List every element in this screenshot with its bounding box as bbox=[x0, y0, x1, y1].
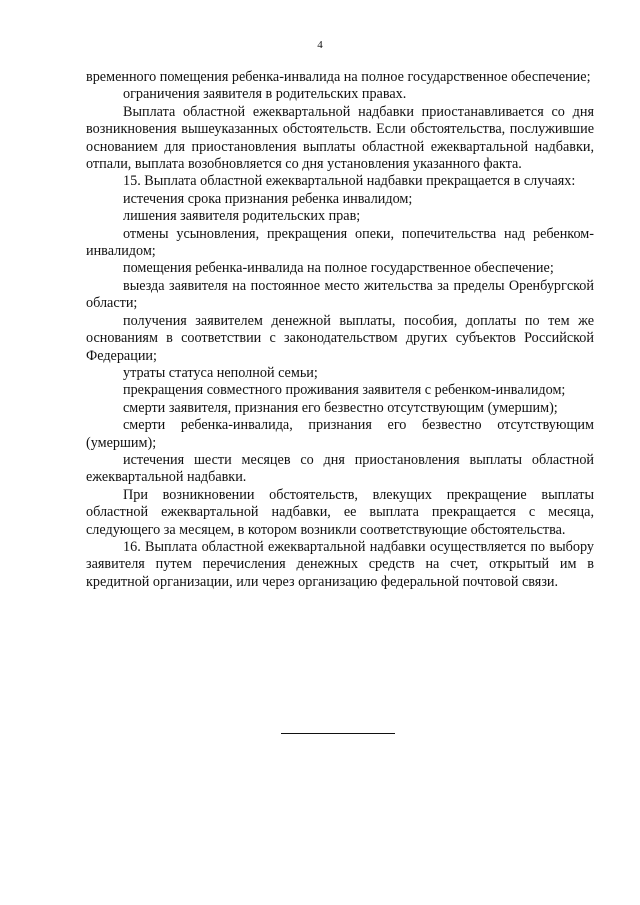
list-item-cohabitation-end: прекращения совместного проживания заявителя с ребенком-инвалидом; bbox=[123, 382, 566, 399]
paragraph-clause-16: 16. Выплата областной ежеквартальной надбавки осуществляется по выбору заявителя путем перечисления денежных средств на счет, открытый им в кредитной организации, или через организацию федеральной почтовой связи. bbox=[86, 538, 594, 590]
list-item-disability-expiry: истечения срока признания ребенка инвалидом; bbox=[123, 190, 413, 207]
list-item-applicant-death: смерти заявителя, признания его безвестно отсутствующим (умершим); bbox=[123, 399, 558, 416]
page-number: 4 bbox=[317, 39, 323, 51]
list-item-single-parent-status-loss: утраты статуса неполной семьи; bbox=[123, 364, 318, 381]
list-item-parental-rights-deprivation: лишения заявителя родительских прав; bbox=[123, 208, 361, 225]
list-item-adoption-cancellation: отмены усыновления, прекращения опеки, попечительства над ребенком-инвалидом; bbox=[86, 225, 594, 260]
list-item-relocation: выезда заявителя на постоянное место жительства за пределы Оренбургской области; bbox=[86, 277, 594, 312]
paragraph-suspension: Выплата областной ежеквартальной надбавки приостанавливается со дня возникновения вышеуказанных обстоятельств. Если обстоятельства, послужившие основанием для приостановления выплаты областной ежеквартальной надбавки, отпали, выплата возобновляется со дня установления указанного факта. bbox=[86, 103, 594, 173]
paragraph-termination-timing: При возникновении обстоятельств, влекущих прекращение выплаты областной ежеквартальной надбавки, ее выплата прекращается с месяца, следующего за месяцем, в котором возникли соответствующие обстоятельства. bbox=[86, 486, 594, 538]
document-body bbox=[86, 69, 594, 591]
list-item-six-months-expiry: истечения шести месяцев со дня приостановления выплаты областной ежеквартальной надбавки. bbox=[86, 451, 594, 486]
list-item-child-death: смерти ребенка-инвалида, признания его безвестно отсутствующим (умершим); bbox=[86, 417, 594, 451]
list-item-other-payments: получения заявителем денежной выплаты, пособия, доплаты по тем же основаниям в соответствии с законодательством других субъектов Российской Федерации; bbox=[86, 312, 594, 364]
paragraph-clause-15: 15. Выплата областной ежеквартальной надбавки прекращается в случаях: bbox=[123, 173, 576, 190]
list-item-state-care-placement: помещения ребенка-инвалида на полное государственное обеспечение; bbox=[123, 260, 554, 277]
paragraph-parental-rights-limitation: ограничения заявителя в родительских правах. bbox=[123, 86, 407, 103]
end-separator-line bbox=[281, 733, 395, 734]
paragraph-continuation: временного помещения ребенка-инвалида на полное государственное обеспечение; bbox=[86, 69, 591, 85]
